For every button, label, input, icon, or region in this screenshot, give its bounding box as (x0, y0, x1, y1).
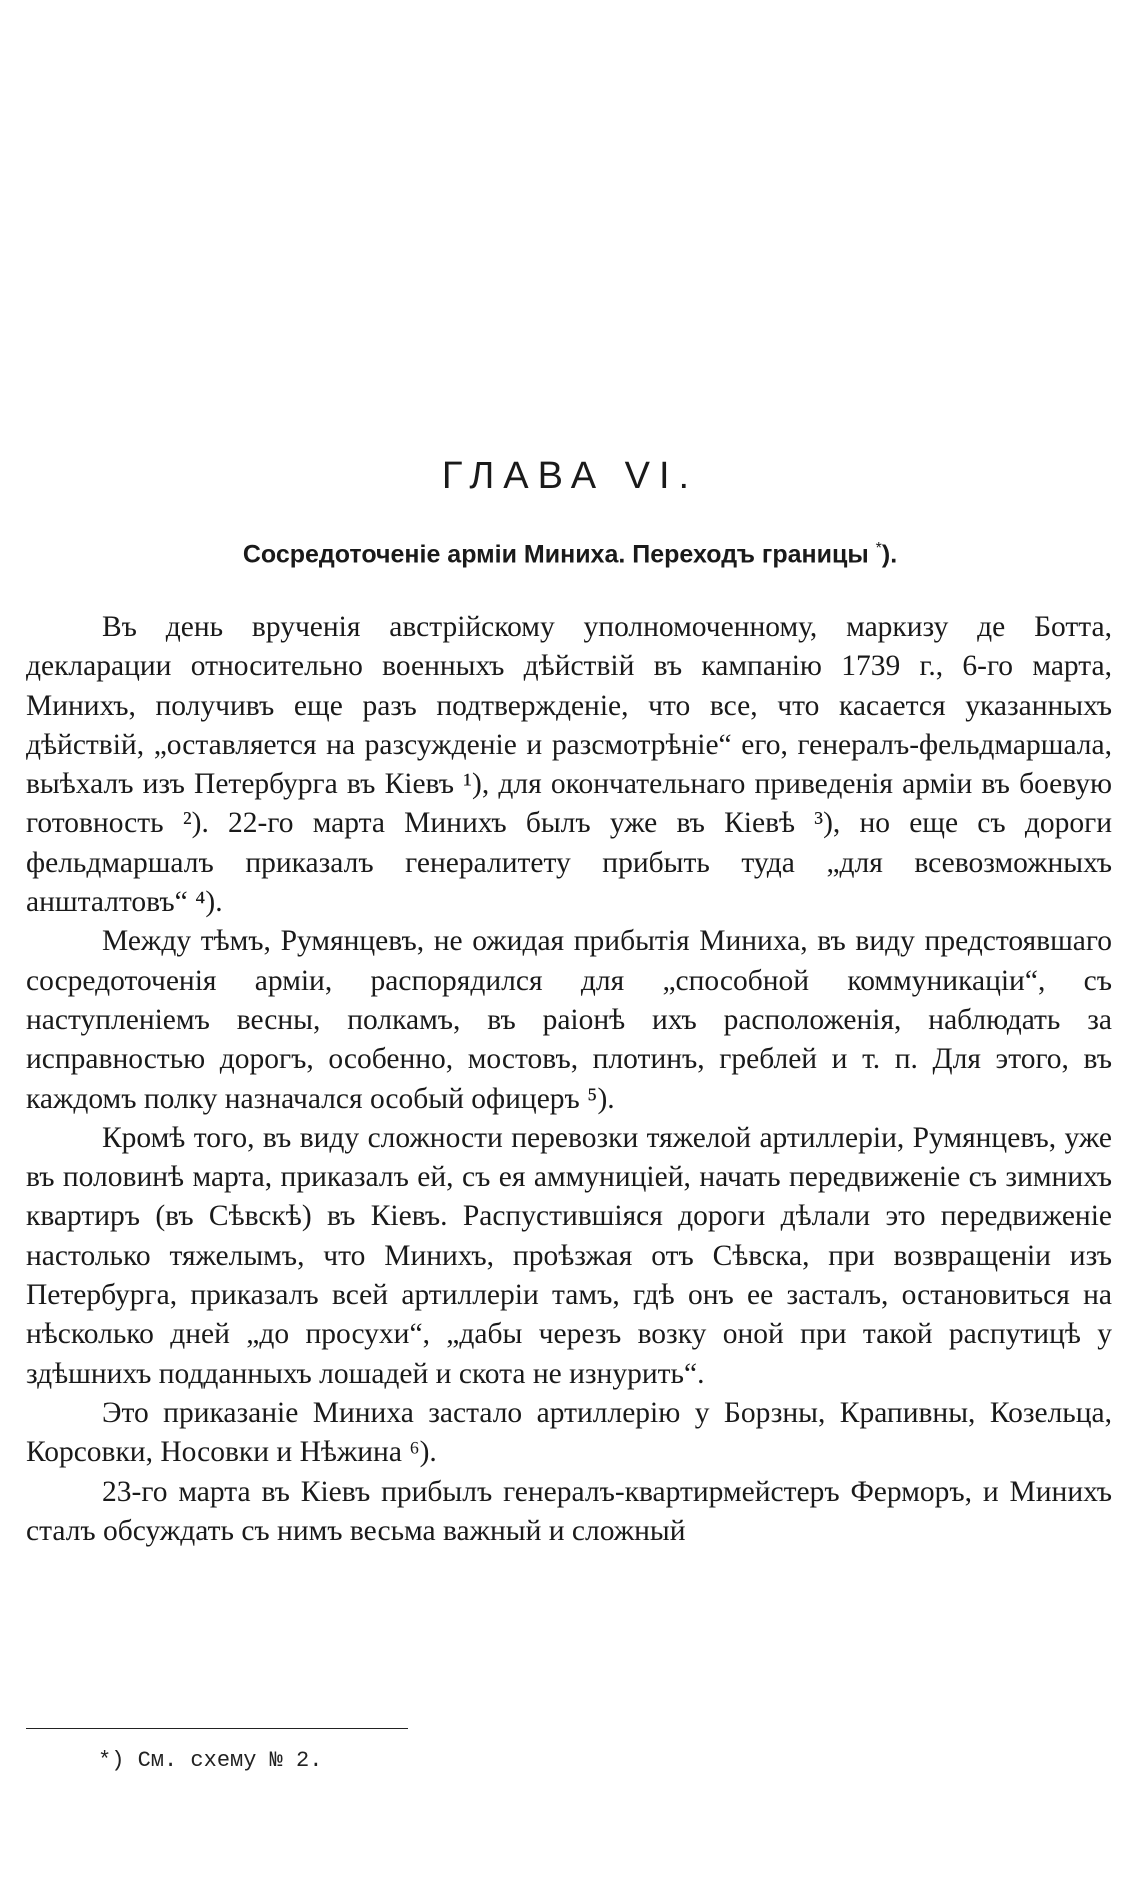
body-text (26, 608, 1112, 1551)
paragraph-1: Въ день врученія австрійскому уполномоченному, маркизу де Ботта, декларации относительно военныхъ дѣйствій въ кампанію 1739 г., 6-го марта, Минихъ, получивъ еще разъ подтвержденіе, что все, что касается указанныхъ дѣйствій, „оставляется на разсужденіе и разсмотрѣніе“ его, генералъ-фельдмаршала, выѣхалъ изъ Петербурга въ Кіевъ ¹), для окончательнаго приведенія арміи въ боевую готовность ²). 22-го марта Минихъ былъ уже въ Кіевѣ ³), но еще съ дороги фельдмаршалъ приказалъ генералитету прибыть туда „для всевозможныхъ аншталтовъ“ ⁴). (26, 611, 1112, 919)
section-heading-text: Сосредоточеніе арміи Миниха. Переходъ границы (242, 540, 869, 569)
footnote-divider (26, 1728, 408, 1729)
paragraph-3: Кромѣ того, въ виду сложности перевозки тяжелой артиллеріи, Румянцевъ, уже въ половинѣ марта, приказалъ ей, съ ея аммуниціей, начать передвиженіе съ зимнихъ квартиръ (въ Сѣвскѣ) въ Кіевъ. Распустившіяся дороги дѣлали это передвиженіе настолько тяжелымъ, что Минихъ, проѣзжая отъ Сѣвска, при возвращеніи изъ Петербурга, приказалъ всей артиллеріи тамъ, гдѣ онъ ее засталъ, остановиться на нѣсколько дней „до просухи“, „дабы черезъ возку оной при такой распутицѣ у здѣшнихъ подданныхъ лошадей и скота не изнурить“. (26, 1121, 1112, 1390)
section-heading (0, 540, 1140, 569)
paragraph-2: Между тѣмъ, Румянцевъ, не ожидая прибытія Миниха, въ виду предстоявшаго сосредоточенія арміи, распорядился для „способной коммуникаціи“, съ наступленіемъ весны, полкамъ, въ раіонѣ ихъ расположенія, наблюдать за исправностью дорогъ, особенно, мостовъ, плотинъ, греблей и т. п. Для этого, въ каждомъ полку назначался особый офицеръ ⁵). (26, 925, 1112, 1115)
footnote: *) См. схему № 2. (98, 1748, 323, 1773)
paragraph-5: 23-го марта въ Кіевъ прибылъ генералъ-квартирмейстеръ Ферморъ, и Минихъ сталъ обсуждать съ нимъ весьма важный и сложный (26, 1475, 1112, 1547)
chapter-title: ГЛАВА VI. (441, 455, 699, 497)
paragraph-4: Это приказаніе Миниха застало артиллерію у Борзны, Крапивны, Козельца, Корсовки, Носовки и Нѣжина ⁶). (26, 1396, 1112, 1469)
section-heading-note-mark: * (875, 540, 882, 557)
section-heading-end: ). (881, 540, 898, 569)
